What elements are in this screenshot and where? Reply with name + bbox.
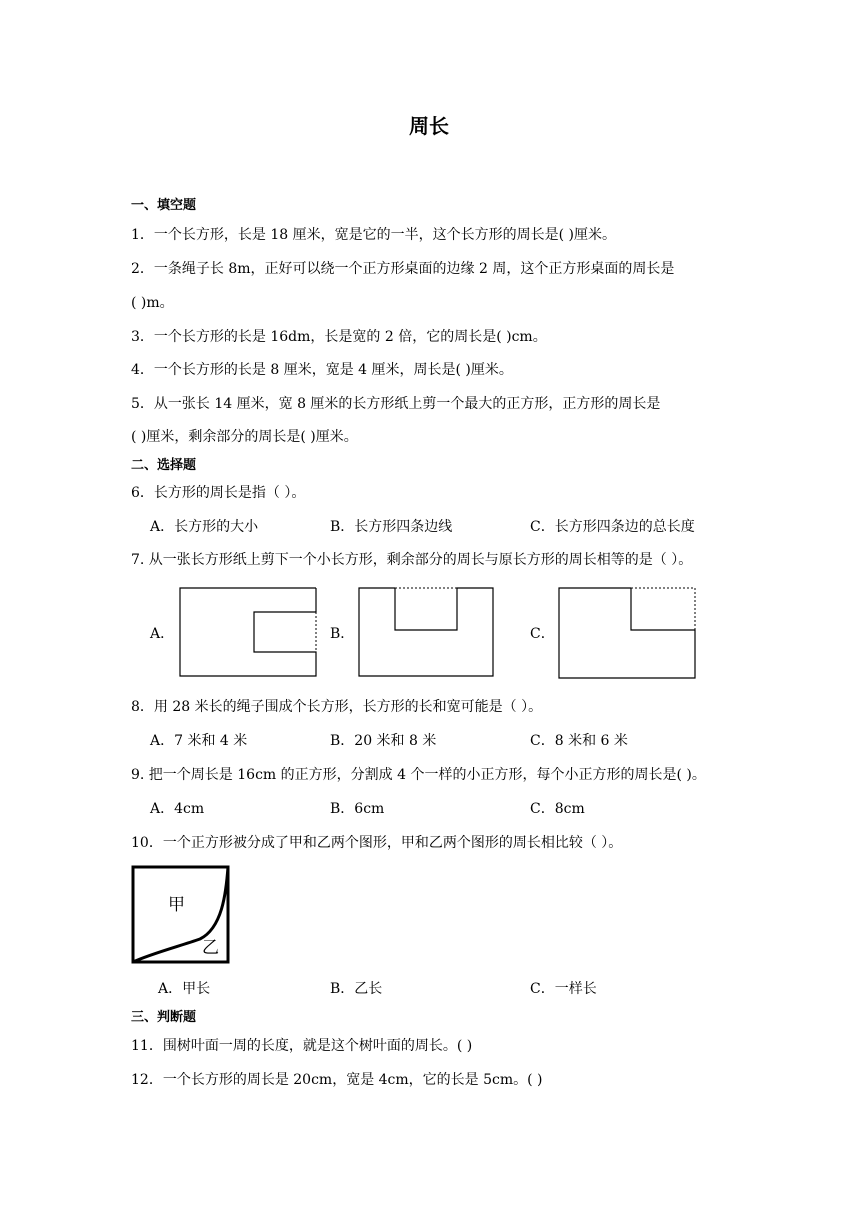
question-10-option-c: C．一样长: [530, 981, 597, 997]
question-8-option-b: B．20 米和 8 米: [330, 733, 437, 749]
figure-7a: [178, 586, 320, 678]
question-2-line1: 2．一条绳子长 8m，正好可以绕一个正方形桌面的边缘 2 周，这个正方形桌面的周长是: [131, 261, 675, 277]
section-judgment: 三、判断题: [131, 1010, 197, 1025]
question-8-option-c: C．8 米和 6 米: [530, 733, 628, 749]
question-6-option-c: C．长方形四条边的总长度: [530, 519, 695, 535]
figure-7c: [557, 586, 699, 680]
question-9: 9. 把一个周长是 16cm 的正方形，分割成 4 个一样的小正方形，每个小正方形的周长是( )。: [131, 767, 706, 783]
question-3: 3．一个长方形的长是 16dm，长是宽的 2 倍，它的周长是( )cm。: [131, 329, 547, 345]
question-6-option-b: B．长方形四条边线: [330, 519, 453, 535]
question-12: 12．一个长方形的周长是 20cm，宽是 4cm，它的长是 5cm。( ): [131, 1072, 543, 1088]
question-5-line2: ( )厘米，剩余部分的周长是( )厘米。: [131, 429, 358, 445]
section-choice: 二、选择题: [131, 458, 197, 473]
figure-10: [130, 864, 232, 966]
question-4: 4．一个长方形的长是 8 厘米，宽是 4 厘米，周长是( )厘米。: [131, 362, 513, 378]
figure-10-label-yi: 乙: [202, 938, 219, 958]
question-2-line2: ( )m。: [131, 295, 174, 311]
question-7-label-b: B．: [330, 626, 355, 642]
question-10: 10．一个正方形被分成了甲和乙两个图形，甲和乙两个图形的周长相比较（ ）。: [131, 835, 623, 851]
question-10-option-b: B．乙长: [330, 981, 383, 997]
page-title: 周长: [409, 114, 449, 138]
question-9-option-a: A．4cm: [150, 801, 205, 817]
figure-10-label-jia: 甲: [168, 895, 185, 915]
question-5-line1: 5．从一张长 14 厘米，宽 8 厘米的长方形纸上剪一个最大的正方形，正方形的周长是: [131, 396, 661, 412]
question-8-option-a: A．7 米和 4 米: [150, 733, 248, 749]
question-9-option-b: B．6cm: [330, 801, 385, 817]
question-9-option-c: C．8cm: [530, 801, 585, 817]
question-7-label-c: C．: [530, 626, 555, 642]
figure-7b: [357, 586, 497, 678]
question-7: 7. 从一张长方形纸上剪下一个小长方形，剩余部分的周长与原长方形的周长相等的是（ ）。: [131, 552, 693, 568]
question-6: 6．长方形的周长是指（ ）。: [131, 485, 306, 501]
question-7-label-a: A．: [150, 626, 175, 642]
question-6-option-a: A．长方形的大小: [150, 519, 259, 535]
question-8: 8．用 28 米长的绳子围成个长方形，长方形的长和宽可能是（ ）。: [131, 699, 543, 715]
question-1: 1．一个长方形，长是 18 厘米，宽是它的一半，这个长方形的周长是( )厘米。: [131, 227, 616, 243]
section-fill-blank: 一、填空题: [131, 198, 197, 213]
question-11: 11．围树叶面一周的长度，就是这个树叶面的周长。( ): [131, 1038, 473, 1054]
question-10-option-a: A．甲长: [158, 981, 211, 997]
